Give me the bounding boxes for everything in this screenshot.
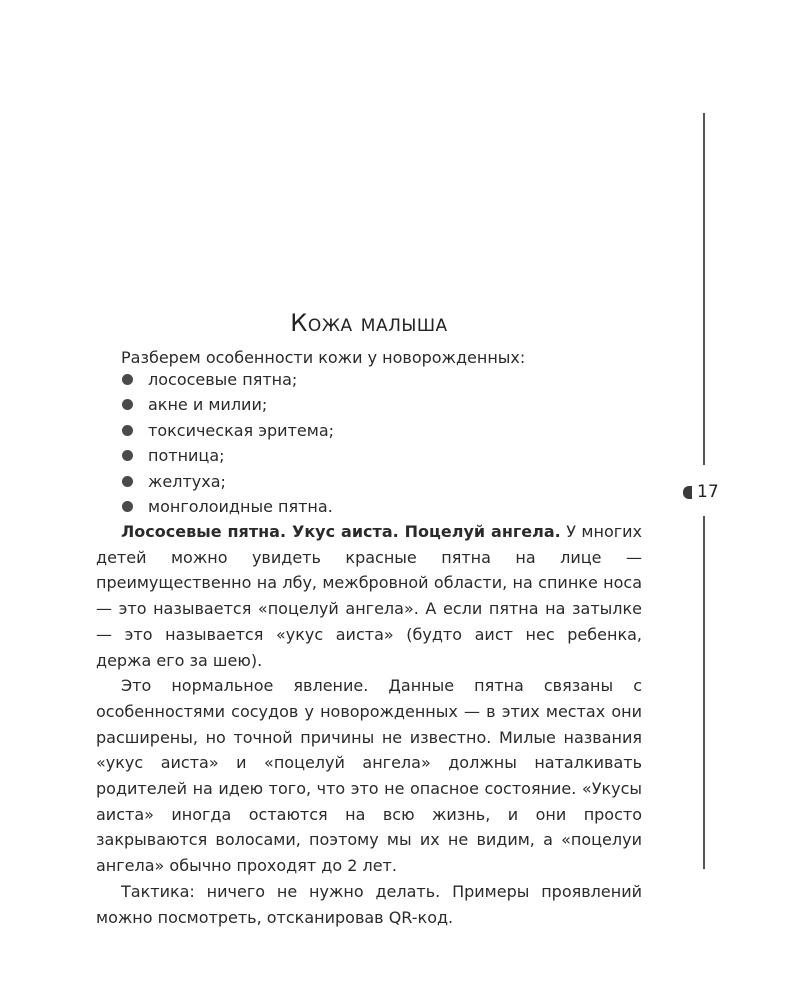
page-title: Кожа малыша	[290, 309, 448, 338]
margin-rule-bottom	[703, 516, 705, 869]
list-item-label: желтуха;	[148, 471, 226, 491]
list-item	[121, 443, 334, 468]
page-number: 17	[697, 482, 719, 502]
list-item	[121, 367, 334, 392]
bullet-icon	[122, 399, 133, 410]
list-item-label: лососевые пятна;	[148, 370, 298, 389]
paragraph-lead: Лососевые пятна. Укус аиста. Поцелуй ангела.	[121, 522, 561, 541]
paragraph-salmon-patches	[96, 519, 642, 673]
page-marker	[683, 480, 719, 504]
page-tab-icon	[683, 486, 692, 499]
list-item-label: потница;	[148, 446, 225, 466]
list-item-label: монголоидные пятна.	[148, 496, 333, 516]
paragraph-text: У многих детей можно увидеть красные пятна на лице — преимущественно на лбу, межбровной области, на спинке носа — это называется «поцелуй ангела». А если пятна на затылке — это называется «укус аиста» (будто аист нес ребенка, держа его за шею).	[96, 522, 643, 670]
list-item	[121, 418, 334, 443]
body-text	[96, 519, 642, 930]
skin-features-list	[121, 367, 334, 519]
bullet-icon	[122, 425, 133, 436]
intro-text: Разберем особенности кожи у новорожденных:	[121, 348, 526, 367]
paragraph-normal-phenomenon: Это нормальное явление. Данные пятна связаны с особенностями сосудов у новорожденных — в этих местах они расширены, но точной причины не известно. Милые названия «укус аиста» и «поцелуй ангела» должны наталкивать родителей на идею того, что это не опасное состояние. «Укусы аиста» иногда остаются на всю жизнь, и они просто закрываются волосами, поэтому мы их не видим, а «поцелуи ангела» обычно проходят до 2 лет.	[96, 676, 642, 876]
bullet-icon	[122, 476, 133, 487]
bullet-icon	[122, 501, 133, 512]
paragraph-tactics: Тактика: ничего не нужно делать. Примеры проявлений можно посмотреть, отсканировав QR-код.	[96, 881, 642, 927]
margin-rule-top	[703, 113, 705, 465]
bullet-icon	[122, 450, 133, 461]
list-item	[121, 494, 334, 519]
list-item	[121, 469, 334, 494]
list-item-label: токсическая эритема;	[148, 420, 335, 440]
bullet-icon	[122, 374, 133, 385]
list-item-label: акне и милии;	[148, 395, 268, 415]
list-item	[121, 392, 334, 417]
